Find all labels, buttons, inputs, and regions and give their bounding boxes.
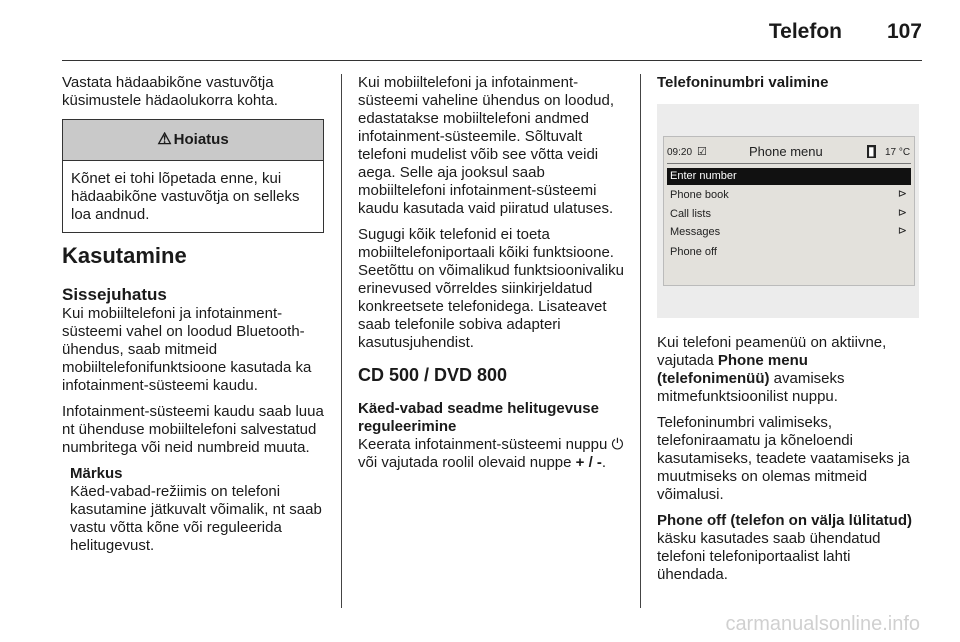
- column-1: [62, 74, 324, 555]
- phone-icon: ▮: [868, 144, 875, 158]
- power-knob-icon: ⏻: [611, 436, 624, 453]
- phone-off-text: käsku kasutades saab ühendatud telefoni telefoniportaalist lahti ühendada.: [657, 530, 881, 583]
- note-text: Käed-vabad-režiimis on telefoni kasutamine jätkuvalt võimalik, nt saab vastu võtta kõne või reguleerida helitugevust.: [70, 483, 322, 554]
- chevron-right-icon: ⊳: [897, 188, 907, 200]
- connection-paragraph: Infotainment-süsteemi kaudu saab luua nt ühenduse mobiiltelefoni salvestatud numbritega või neid numbreid muuta.: [62, 403, 324, 456]
- volume-paragraph: [358, 436, 626, 472]
- menu-item-label: Phone off: [670, 246, 717, 258]
- display-clock: 09:20: [667, 147, 693, 158]
- phone-menu-screenshot: [657, 104, 919, 318]
- volume-text-c: .: [601, 454, 607, 471]
- page-number: 107: [886, 20, 922, 43]
- page-header: [0, 0, 960, 60]
- phone-off-paragraph: [657, 512, 923, 584]
- warning-box: [62, 119, 324, 233]
- phone-menu-text-b: avamiseks mitmefunktsioonilist nuppu.: [657, 370, 845, 405]
- menu-item-call-lists[interactable]: [667, 206, 911, 223]
- page-title: Telefon: [768, 20, 842, 43]
- note-title: Märkus: [70, 465, 123, 482]
- phone-menu-text-a: Kui telefoni peamenüü on aktiivne, vajutada: [657, 334, 887, 369]
- phone-off-label: Phone off (telefon on välja lülitatud): [657, 512, 912, 529]
- menu-item-enter-number[interactable]: [667, 168, 911, 185]
- phone-menu-paragraph: [657, 334, 923, 406]
- intro-paragraph: Vastata hädaabikõne vastuvõtja küsimustele hädaolukorra kohta.: [62, 74, 278, 109]
- chevron-right-icon: ⊳: [897, 225, 907, 237]
- volume-buttons-label: + / -: [575, 454, 602, 471]
- menu-item-label: Phone book: [670, 189, 729, 201]
- menu-item-phone-book[interactable]: [667, 187, 911, 204]
- header-divider: [62, 60, 922, 61]
- data-transfer-paragraph: Kui mobiiltelefoni ja infotainment-süsteemi vaheline ühendus on loodud, edastatakse mobiiltelefoni andmed infotainment-süsteemile. Sõltuvalt telefoni mudelist võib see võtta veidi aega. Selle aja jooksul saab mobiiltelefoni infotainment-süsteemi kaudu kasutada vaid piiratud ulatuses.: [358, 74, 615, 217]
- volume-subheading: Käed-vabad seadme helitugevuse reguleerimine: [358, 400, 599, 435]
- dialing-heading: Telefoninumbri valimine: [657, 74, 829, 91]
- menu-item-label: Enter number: [670, 170, 737, 182]
- column-divider-2: [640, 74, 641, 608]
- intro-body-paragraph: Kui mobiiltelefoni ja infotainment-süsteemi vahel on loodud Bluetooth-ühendus, saab mitmeid mobiiltelefonifunktsioone kasutada ka infotainment-süsteemi kaudu.: [62, 305, 312, 394]
- menu-item-label: Messages: [670, 226, 721, 238]
- menu-item-label: Call lists: [670, 208, 711, 220]
- section-heading: Kasutamine: [62, 243, 187, 268]
- display-status-icon: ☑: [697, 146, 707, 158]
- display-divider: [667, 163, 911, 164]
- compatibility-paragraph: Sugugi kõik telefonid ei toeta mobiiltelefoniportaali kõiki funktsioone. Seetõttu on võimalikud funktsioonivaliku erinevused võrreldes siinkirjeldatud konkreetsete telefonidega. Lisateavet saab telefonile sobiva adapteri kasutusjuhendist.: [358, 226, 624, 351]
- column-3: [657, 74, 923, 592]
- phone-menu-label: Phone menu (telefonimenüü): [657, 352, 808, 387]
- volume-text-a: Keerata infotainment-süsteemi nuppu: [358, 436, 612, 453]
- display-title: Phone menu: [749, 144, 823, 159]
- volume-text-b: või vajutada roolil olevaid nuppe: [358, 454, 576, 471]
- note-box: [70, 465, 324, 555]
- warning-icon: ⚠: [157, 131, 172, 148]
- display-panel: [663, 136, 915, 286]
- dialing-options-paragraph: Telefoninumbri valimiseks, telefoniraamatu ja kõneloendi kasutamiseks, teadete vaatamiseks ja muutmiseks on olemas mitmeid võimalusi.: [657, 414, 910, 503]
- chevron-right-icon: ⊳: [897, 207, 907, 219]
- menu-item-messages[interactable]: [667, 224, 911, 241]
- display-temperature: 17 °C: [885, 147, 911, 158]
- warning-header: [63, 120, 323, 161]
- watermark: carmanualsonline.info: [725, 613, 920, 635]
- column-2: [358, 74, 626, 480]
- model-heading: CD 500 / DVD 800: [358, 365, 508, 385]
- warning-text: Kõnet ei tohi lõpetada enne, kui hädaabikõne vastuvõtja on selleks loa andnud.: [71, 170, 300, 223]
- menu-item-phone-off[interactable]: [667, 244, 911, 261]
- display-status-bar: [667, 145, 911, 161]
- column-divider-1: [341, 74, 342, 608]
- subsection-heading: Sissejuhatus: [62, 285, 167, 304]
- warning-title: Hoiatus: [173, 131, 229, 148]
